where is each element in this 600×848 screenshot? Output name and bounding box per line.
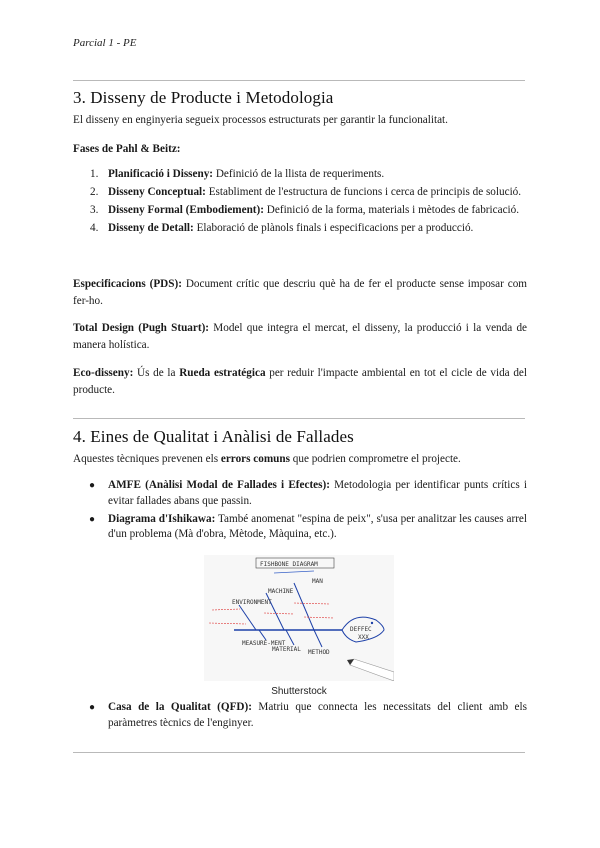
- phases-list: [73, 167, 527, 239]
- list-item: ● Diagrama d'Ishikawa: També anomenat "espina de peix", s'usa per analitzar les causes arrel d'un problema (Mà d'obra, Mètode, Màquina, etc.).: [89, 512, 527, 540]
- divider: [73, 80, 525, 81]
- quality-tools-list-continued: [73, 700, 527, 734]
- page-header-note: Parcial 1 - PE: [73, 37, 137, 49]
- section-4-title: 4. Eines de Qualitat i Anàlisi de Fallades: [73, 427, 354, 446]
- diagram-label-method: METHOD: [308, 649, 330, 656]
- fishbone-diagram-drawing: [204, 555, 394, 681]
- list-item: 1. Planificació i Disseny: Definició de la llista de requeriments.: [90, 168, 385, 180]
- list-item: ● AMFE (Anàlisi Modal de Fallades i Efectes): Metodologia per identificar punts crítics i evitar fallades abans que passin.: [89, 479, 527, 507]
- list-item: 3. Disseny Formal (Embodiement): Definició de la forma, materials i mètodes de fabricació.: [90, 204, 520, 216]
- section-3-intro: El disseny en enginyeria segueix processos estructurats per garantir la funcionalitat.: [73, 114, 448, 126]
- divider: [73, 418, 525, 419]
- diagram-effect-value: XXX: [358, 634, 369, 641]
- bullet-icon: ●: [89, 702, 96, 713]
- quality-tools-list: [73, 478, 527, 545]
- figure-caption: Shutterstock: [271, 686, 327, 697]
- diagram-label-machine: MACHINE: [268, 588, 294, 595]
- list-item: 2. Disseny Conceptual: Establiment de l'estructura de funcions i cerca de principis de solució.: [90, 186, 522, 198]
- list-item: 4. Disseny de Detall: Elaboració de plànols finals i especificacions per a producció.: [90, 222, 474, 234]
- bullet-icon: ●: [89, 513, 96, 525]
- section-4-intro: Aquestes tècniques prevenen els errors comuns que podrien comprometre el projecte.: [73, 453, 461, 465]
- bullet-icon: ●: [89, 480, 96, 491]
- list-item: ● Casa de la Qualitat (QFD): Matriu que connecta les necessitats del client amb els paràmetres tècnics de l'enginyer.: [89, 701, 527, 729]
- diagram-title: FISHBONE DIAGRAM: [260, 561, 318, 568]
- eco-design-paragraph: Eco-disseny: Ús de la Rueda estratégica per reduir l'impacte ambiental en tot el cicle de vida del producte.: [73, 367, 527, 396]
- pds-paragraph: Especificacions (PDS): Document crític que descriu què ha de fer el producte sense imposar com fer-ho.: [73, 278, 527, 307]
- phases-heading: Fases de Pahl & Beitz:: [73, 143, 181, 155]
- divider: [73, 752, 525, 753]
- section-3-title: 3. Disseny de Producte i Metodologia: [73, 88, 334, 107]
- diagram-label-measurement: MEASURE-MENT: [242, 640, 286, 647]
- diagram-label-material: MATERIAL: [272, 646, 301, 653]
- diagram-label-man: MAN: [312, 578, 323, 585]
- total-design-paragraph: Total Design (Pugh Stuart): Model que integra el mercat, el disseny, la producció i la venda de manera holística.: [73, 322, 528, 351]
- fishbone-diagram-image: [204, 555, 394, 681]
- diagram-label-environment: ENVIRONMENT: [232, 599, 272, 606]
- diagram-effect-label: DEFFEC: [350, 626, 372, 633]
